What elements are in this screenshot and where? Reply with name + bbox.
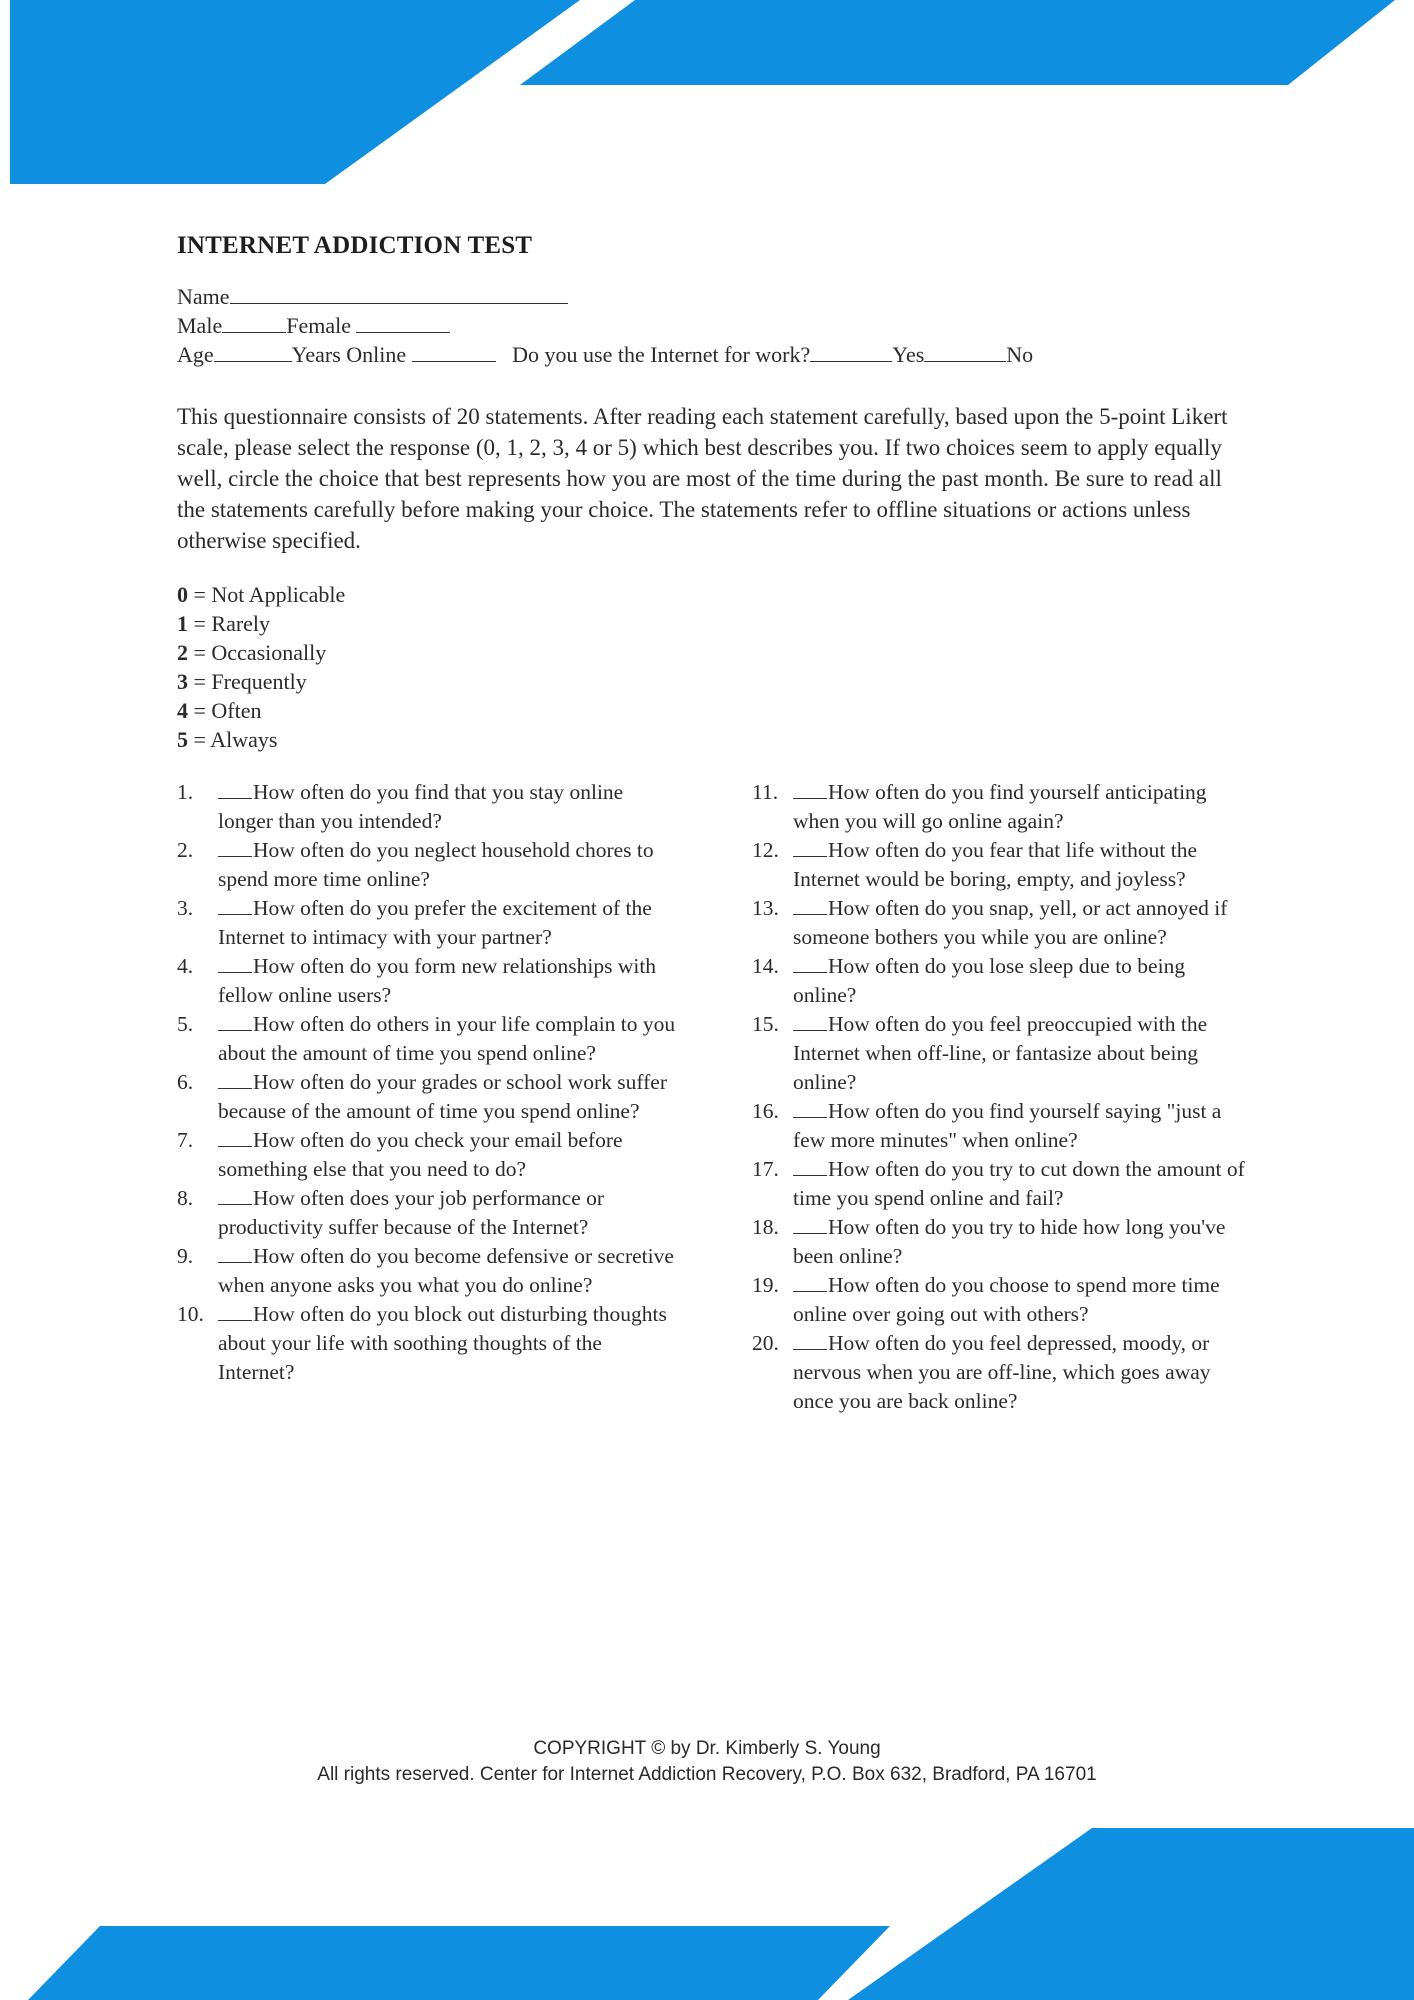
question-text: How often do you find yourself anticipating when you will go online again? [793, 780, 1207, 833]
question-text: How often do you lose sleep due to being online? [793, 954, 1186, 1007]
question-number: 16. [752, 1099, 779, 1123]
scale-item [177, 609, 1247, 638]
gender-line [177, 311, 1247, 340]
scale-item [177, 667, 1247, 696]
question-number: 1. [177, 780, 194, 804]
question-item [177, 1126, 677, 1184]
scale-value: 0 [177, 582, 188, 607]
answer-blank[interactable] [793, 1012, 827, 1031]
question-text: How often do you snap, yell, or act annoyed if someone bothers you while you are online? [793, 896, 1228, 949]
years-online-label: Years Online [291, 342, 407, 367]
scale-label: = Not Applicable [193, 582, 346, 607]
questions-section [177, 778, 1247, 1538]
answer-blank[interactable] [793, 896, 827, 915]
question-text: How often do you find that you stay online longer than you intended? [218, 780, 624, 833]
question-item [177, 836, 677, 894]
question-number: 4. [177, 954, 194, 978]
question-item [752, 1329, 1252, 1416]
scale-item [177, 725, 1247, 754]
question-item [752, 836, 1252, 894]
question-text: How often do you try to hide how long you've been online? [793, 1215, 1226, 1268]
question-item [177, 1300, 677, 1387]
yes-label: Yes [892, 342, 925, 367]
question-number: 11. [752, 780, 779, 804]
question-text: How often do you check your email before something else that you need to do? [218, 1128, 623, 1181]
female-label: Female [286, 313, 351, 338]
age-line [177, 340, 1247, 369]
bottom-left-blue-band [28, 1926, 890, 2000]
scale-label: = Rarely [193, 611, 271, 636]
question-number: 14. [752, 954, 779, 978]
no-label: No [1006, 342, 1034, 367]
scale-value: 3 [177, 669, 188, 694]
name-line [177, 282, 1247, 311]
question-item [177, 1010, 677, 1068]
answer-blank[interactable] [218, 1128, 252, 1147]
question-number: 17. [752, 1157, 779, 1181]
question-item [752, 894, 1252, 952]
scale-value: 4 [177, 698, 188, 723]
question-item [752, 952, 1252, 1010]
rights-line: All rights reserved. Center for Internet Addiction Recovery, P.O. Box 632, Bradford, PA 16701 [317, 1764, 1097, 1785]
question-number: 15. [752, 1012, 779, 1036]
answer-blank[interactable] [218, 780, 252, 799]
question-item [177, 952, 677, 1010]
question-number: 20. [752, 1331, 779, 1355]
answer-blank[interactable] [218, 838, 252, 857]
scale-item [177, 696, 1247, 725]
scale-item [177, 638, 1247, 667]
question-number: 9. [177, 1244, 194, 1268]
scale-label: = Occasionally [193, 640, 327, 665]
question-text: How often do you form new relationships with fellow online users? [218, 954, 657, 1007]
answer-blank[interactable] [218, 1302, 252, 1321]
question-text: How often does your job performance or productivity suffer because of the Internet? [218, 1186, 605, 1239]
instructions-paragraph: This questionnaire consists of 20 statements. After reading each statement carefully, based upon the 5-point Likert scale, please select the response (0, 1, 2, 3, 4 or 5) which best describes you. If two choices seem to apply equally well, circle the choice that best represents how you are most of the time during the past month. Be sure to read all the statements carefully before making your choice. The statements refer to offline situations or actions unless otherwise specified. [177, 404, 1228, 553]
questions-column-left [177, 778, 677, 1387]
question-item [177, 1068, 677, 1126]
answer-blank[interactable] [793, 954, 827, 973]
scale-item [177, 580, 1247, 609]
question-text: How often do your grades or school work suffer because of the amount of time you spend online? [218, 1070, 667, 1123]
answer-blank[interactable] [793, 1099, 827, 1118]
question-number: 19. [752, 1273, 779, 1297]
answer-blank[interactable] [218, 896, 252, 915]
question-item [752, 1213, 1252, 1271]
test-document [177, 232, 1247, 1538]
question-text: How often do you feel preoccupied with the Internet when off-line, or fantasize about being online? [793, 1012, 1208, 1094]
answer-blank[interactable] [793, 780, 827, 799]
question-number: 18. [752, 1215, 779, 1239]
question-item [177, 1242, 677, 1300]
question-item [752, 1010, 1252, 1097]
question-text: How often do others in your life complain to you about the amount of time you spend online? [218, 1012, 676, 1065]
work-blank[interactable] [810, 341, 892, 362]
age-label: Age [177, 342, 214, 367]
question-number: 8. [177, 1186, 194, 1210]
answer-blank[interactable] [218, 954, 252, 973]
answer-blank[interactable] [793, 1157, 827, 1176]
question-item [177, 778, 677, 836]
question-number: 3. [177, 896, 194, 920]
question-item [177, 894, 677, 952]
question-number: 7. [177, 1128, 194, 1152]
scale-value: 5 [177, 727, 188, 752]
respondent-info-fields [177, 282, 1247, 369]
scale-label: = Always [193, 727, 278, 752]
scale-label: = Frequently [193, 669, 307, 694]
document-title: INTERNET ADDICTION TEST [177, 232, 533, 259]
question-item [752, 1097, 1252, 1155]
copyright-line: COPYRIGHT © by Dr. Kimberly S. Young [533, 1738, 881, 1759]
yes-blank[interactable] [924, 341, 1006, 362]
question-text: How often do you prefer the excitement of the Internet to intimacy with your partner? [218, 896, 652, 949]
name-label: Name [177, 284, 230, 309]
answer-blank[interactable] [793, 1215, 827, 1234]
answer-blank[interactable] [793, 838, 827, 857]
question-number: 10. [177, 1302, 204, 1326]
female-blank[interactable] [356, 312, 450, 333]
age-blank[interactable] [214, 341, 292, 362]
questions-column-right [752, 778, 1252, 1416]
scale-value: 2 [177, 640, 188, 665]
question-text: How often do you fear that life without the Internet would be boring, empty, and joyless? [793, 838, 1197, 891]
copyright-footer [0, 1736, 1414, 1788]
question-text: How often do you become defensive or secretive when anyone asks you what you do online? [218, 1244, 674, 1297]
male-blank[interactable] [222, 312, 286, 333]
likert-scale-legend [177, 580, 1247, 754]
question-text: How often do you find yourself saying "just a few more minutes" when online? [793, 1099, 1222, 1152]
question-item [752, 778, 1252, 836]
question-number: 5. [177, 1012, 194, 1036]
answer-blank[interactable] [218, 1012, 252, 1031]
name-blank[interactable] [230, 283, 568, 304]
question-text: How often do you neglect household chores to spend more time online? [218, 838, 654, 891]
question-item [752, 1155, 1252, 1213]
scale-label: = Often [193, 698, 262, 723]
question-text: How often do you block out disturbing thoughts about your life with soothing thoughts of the Internet? [218, 1302, 667, 1384]
answer-blank[interactable] [793, 1331, 827, 1350]
answer-blank[interactable] [218, 1244, 252, 1263]
question-number: 2. [177, 838, 194, 862]
years-online-blank[interactable] [412, 341, 496, 362]
top-right-blue-band [520, 0, 1395, 85]
top-left-blue-band [10, 0, 580, 184]
question-text: How often do you feel depressed, moody, or nervous when you are off-line, which goes away once you are back online? [793, 1331, 1211, 1413]
question-text: How often do you choose to spend more time online over going out with others? [793, 1273, 1220, 1326]
answer-blank[interactable] [218, 1186, 252, 1205]
question-item [752, 1271, 1252, 1329]
bottom-right-blue-band [848, 1828, 1414, 2000]
answer-blank[interactable] [793, 1273, 827, 1292]
male-label: Male [177, 313, 223, 338]
scale-value: 1 [177, 611, 188, 636]
question-text: How often do you try to cut down the amount of time you spend online and fail? [793, 1157, 1245, 1210]
question-number: 13. [752, 896, 779, 920]
work-question: Do you use the Internet for work? [512, 342, 811, 367]
question-number: 6. [177, 1070, 194, 1094]
question-item [177, 1184, 677, 1242]
answer-blank[interactable] [218, 1070, 252, 1089]
question-number: 12. [752, 838, 779, 862]
